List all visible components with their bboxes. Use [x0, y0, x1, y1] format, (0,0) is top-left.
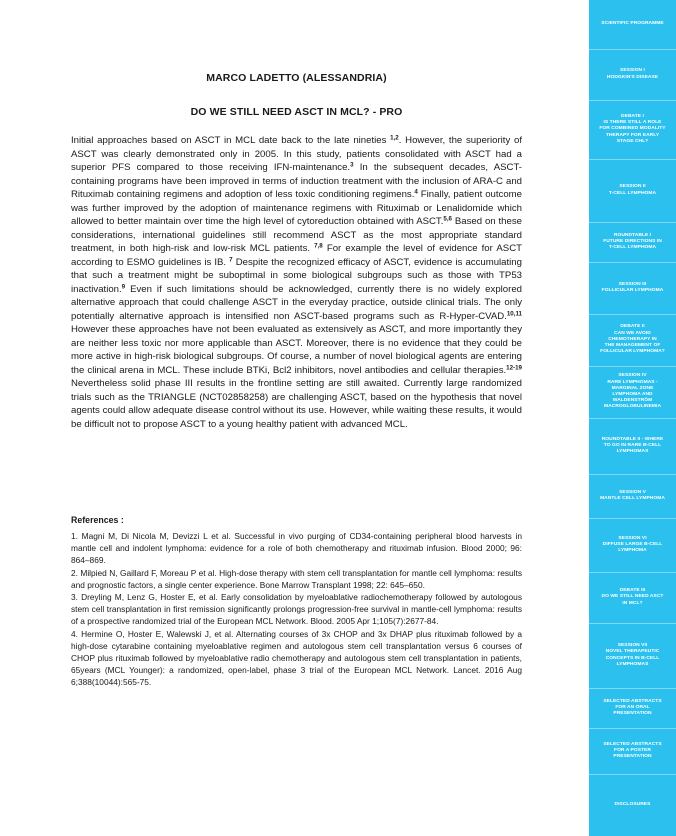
- reference-item: 3. Dreyling M, Lenz G, Hoster E, et al. Early consolidation by myeloablative radiochemotherapy followed by autologous stem cell transplantation in first remission significantly prolongs progression-free survival in mantle-cell lymphoma: results of a prospective randomized trial of the European MCL Network. Blood. 2005 Apr 1;105(7):2677-84.: [71, 592, 522, 627]
- abstract-title: DO WE STILL NEED ASCT IN MCL? - PRO: [190, 106, 403, 118]
- sidebar-nav-label: SESSION V: [619, 489, 646, 495]
- sidebar-nav-label: MACROGLOBULINEMIA: [603, 404, 662, 410]
- references-list: [71, 530, 522, 689]
- sidebar-nav-label: IS THERE STILL A ROLE: [603, 120, 662, 126]
- sidebar-divider: [589, 623, 676, 624]
- sidebar-nav-item[interactable]: [589, 572, 676, 623]
- sidebar-nav-label: MANTLE CELL LYMPHOMA: [600, 496, 665, 501]
- sidebar-nav-label: CHEMOTHERAPY IN: [608, 336, 657, 342]
- sidebar-divider: [589, 222, 676, 223]
- citation-superscript: 9: [121, 283, 126, 290]
- body-text-segment: Finally, patient outcome was further improved by the adoption of maintenance regimens with Rituximab or Lenalidomide which allowed to better maintain over time the high level of cytoreduction obtained with ASCT.: [71, 189, 522, 227]
- reference-item: 4. Hermine O, Hoster E, Walewski J, et al. Alternating courses of 3x CHOP and 3x DHAP plus rituximab followed by a high-dose cytarabine containing myeloablative regimen and autologous stem cell transplantation versus 6 courses of CHOP plus rituximab followed by myeloablative radio chemotherapy and autologous stem cell transplantation in patients, 65years (MCL Younger): a randomized, open-label, phase 3 trial of the European MCL Network. Lancet. 2016 Aug 6;388(10044):565-75.: [71, 628, 522, 688]
- sidebar-nav-label: SESSION IV: [618, 373, 647, 379]
- sidebar-nav-label: RARE LYMPHOMAS -: [607, 379, 658, 385]
- sidebar-nav-label: THERAPY FOR EARLY: [605, 132, 660, 138]
- sidebar-nav-label: LYMPHOMAS: [616, 449, 649, 455]
- sidebar-nav-label: WALDENSTRÖM: [612, 398, 653, 404]
- sidebar-nav-label: DISCLOSURES: [614, 801, 651, 807]
- sidebar-nav-label: IN MCL?: [622, 600, 643, 606]
- sidebar-nav-label: DO WE STILL NEED ASCT: [601, 594, 664, 600]
- body-text-segment: For example the level of evidence for ASCT according to ESMO guidelines is IB.: [71, 243, 522, 268]
- sidebar-divider: [589, 418, 676, 419]
- sidebar-nav-item[interactable]: [589, 623, 676, 688]
- sidebar-divider: [589, 100, 676, 101]
- abstract-body: [71, 134, 522, 431]
- sidebar-divider: [589, 518, 676, 519]
- sidebar-divider: [589, 314, 676, 315]
- sidebar-nav-label: SESSION VII: [617, 643, 648, 649]
- citation-superscript: 3: [350, 161, 354, 169]
- sidebar-nav-label: SCIENTIFIC PROGRAMME: [601, 21, 664, 27]
- citation-superscript: 7,8: [314, 242, 323, 250]
- citation-superscript: 4: [414, 188, 418, 196]
- sidebar-nav-label: FOR AN ORAL: [615, 704, 650, 710]
- sidebar-nav-label: LYMPHOMA AND: [612, 392, 653, 397]
- sidebar-nav-label: FOLLICULAR LYMPHOMA?: [600, 349, 665, 355]
- body-text-segment: Based on these considerations, international guidelines still recommend ASCT as the most appropriate standard treatment, in both high-risk and low-risk MCL patients.: [71, 216, 522, 254]
- sidebar-divider: [589, 474, 676, 475]
- sidebar-divider: [589, 688, 676, 689]
- body-text-segment: In the subsequent decades, ASCT-containing programs have been improved in terms of induction treatment with the inclusion of ARA-C and Rituximab containing regimens and adoption of less toxic conditioning regimens.: [71, 162, 522, 200]
- sidebar-nav-label: LYMPHOMAS: [616, 661, 649, 667]
- body-text-segment: Initial approaches based on ASCT in MCL date back to the late nineties: [71, 135, 391, 146]
- sidebar-divider: [589, 728, 676, 729]
- sidebar-nav-item[interactable]: [589, 474, 676, 518]
- sidebar-nav-item[interactable]: [589, 688, 676, 728]
- sidebar-nav-item[interactable]: [589, 100, 676, 159]
- citation-superscript: 7: [229, 256, 233, 263]
- programme-sidebar: [589, 0, 676, 836]
- sidebar-nav-item[interactable]: [589, 366, 676, 418]
- sidebar-nav-item[interactable]: [589, 774, 676, 836]
- sidebar-divider: [589, 262, 676, 263]
- sidebar-nav-label: NOVEL THERAPEUTIC: [605, 649, 660, 655]
- citation-superscript: 12-19: [506, 364, 522, 371]
- sidebar-nav-label: DIFFUSE LARGE B-CELL: [602, 541, 663, 547]
- sidebar-nav-label: DEBATE I: [621, 113, 644, 119]
- sidebar-nav-label: SESSION III: [618, 281, 647, 287]
- sidebar-nav-item[interactable]: [589, 49, 676, 100]
- body-text-segment: Despite the recognized efficacy of ASCT, evidence is accumulating that such a treatment might be suboptimal in some biological subgroups such as those with TP53 inactivation.: [71, 256, 522, 295]
- sidebar-nav-label: SELECTED ABSTRACTS: [603, 698, 662, 704]
- sidebar-nav-item[interactable]: [589, 314, 676, 366]
- sidebar-nav-label: T-CELL LYMPHOMA: [608, 245, 657, 251]
- sidebar-nav-label: STAGE CHL?: [616, 138, 649, 144]
- sidebar-nav-label: SESSION VI: [618, 535, 647, 541]
- sidebar-nav-item[interactable]: [589, 0, 676, 49]
- body-text-segment: . However, the superiority of ASCT was clearly demonstrated only in 2005. In this study, patients consolidated with ASCT had a superior PFS compared to those receiving IFN-maintenance.: [71, 135, 522, 173]
- sidebar-divider: [589, 572, 676, 573]
- sidebar-nav-label: DEBATE III: [619, 588, 646, 594]
- sidebar-nav-item[interactable]: [589, 262, 676, 314]
- sidebar-divider: [589, 774, 676, 775]
- sidebar-nav-label: FOLLICULAR LYMPHOMA: [601, 288, 664, 293]
- reference-item: 2. Milpied N, Gaillard F, Moreau P et al. High-dose therapy with stem cell transplantation for mantle cell lymphoma: results and prognostic factors, a single center experience. Bone Marrow Transplant 1998; 22: 645–650.: [71, 567, 522, 590]
- sidebar-divider: [589, 366, 676, 367]
- references-heading: References :: [71, 515, 124, 525]
- body-text-segment: Even if such limitations should be acknowledged, currently there is no widely explored alternative approach that could challenge ASCT in the everyday practice, outside clinical trials. The only potentially alternative approach is intensified non ASCT-based programs such as R-Hyper-CVAD.: [71, 283, 522, 322]
- sidebar-nav-label: TO GO IN RARE B-CELL: [603, 442, 662, 448]
- sidebar-nav-label: FOR A POSTER: [614, 747, 651, 753]
- sidebar-nav-label: HODGKIN'S DISEASE: [606, 74, 659, 80]
- sidebar-nav-item[interactable]: [589, 418, 676, 474]
- sidebar-nav-label: SESSION II: [619, 184, 646, 190]
- sidebar-nav-item[interactable]: [589, 728, 676, 774]
- sidebar-nav-item[interactable]: [589, 518, 676, 572]
- sidebar-nav-label: FOR COMBINED MODALITY: [599, 126, 666, 132]
- sidebar-nav-label: T-CELL LYMPHOMA: [608, 190, 657, 196]
- sidebar-nav-label: MARGINAL ZONE: [611, 385, 654, 391]
- citation-superscript: 1,2: [390, 134, 399, 142]
- citation-superscript: 10,11: [506, 310, 522, 317]
- sidebar-nav-label: CAN WE AVOID: [614, 330, 651, 336]
- sidebar-nav-label: DEBATE II: [620, 324, 645, 330]
- document-main: [71, 0, 522, 836]
- body-text-segment: However these approaches have not been evaluated as extensively as ASCT, and more importantly they are neither less toxic nor more applicable than ASCT. Moreover, there is no evidence that they could be more active in high-risk biological subgroups. Of course, a number of novel biological agents are entering the clinical arena in MCL. These include BTKi, Bcl2 inhibitors, novel antibodies and cellular therapies.: [71, 324, 522, 376]
- citation-superscript: 5,6: [443, 215, 452, 223]
- sidebar-divider: [589, 159, 676, 160]
- sidebar-nav-item[interactable]: [589, 159, 676, 222]
- sidebar-nav-label: PRESENTATION: [613, 754, 652, 760]
- sidebar-divider: [589, 49, 676, 50]
- sidebar-nav-label: ROUNDTABLE I: [613, 232, 652, 238]
- author-heading: MARCO LADETTO (ALESSANDRIA): [206, 72, 387, 84]
- body-text-segment: Nevertheless solid phase III results in the frontline setting are still awaited. Currently large randomized trials such as the TRIANGLE (NCT02858258) are challenging ASCT, based on the hypothesis that novel agents could allow adequate disease control without its use. However, while waiting these results, it would be difficult not to propose ASCT to a young healthy patient with advanced MCL.: [71, 378, 522, 430]
- sidebar-nav-label: SESSION I: [620, 68, 645, 74]
- sidebar-nav-label: SELECTED ABSTRACTS: [603, 741, 662, 747]
- sidebar-nav-label: ROUNDTABLE II - WHERE: [601, 436, 664, 442]
- reference-item: 1. Magni M, Di Nicola M, Devizzi L et al. Successful in vivo purging of CD34-containing peripheral blood harvests in mantle cell and indolent lymphoma: evidence for a role of both chemotherapy and rituximab infusion. Blood 2000; 96: 864–869.: [71, 531, 522, 566]
- sidebar-nav-label: PRESENTATION: [613, 711, 652, 717]
- sidebar-nav-label: FUTURE DIRECTIONS IN: [603, 238, 662, 244]
- sidebar-nav-label: CONCEPTS IN B-CELL: [605, 655, 660, 661]
- sidebar-nav-label: LYMPHOMA: [618, 548, 647, 554]
- sidebar-nav-item[interactable]: [589, 222, 676, 262]
- sidebar-nav-label: THE MANAGEMENT OF: [604, 343, 661, 349]
